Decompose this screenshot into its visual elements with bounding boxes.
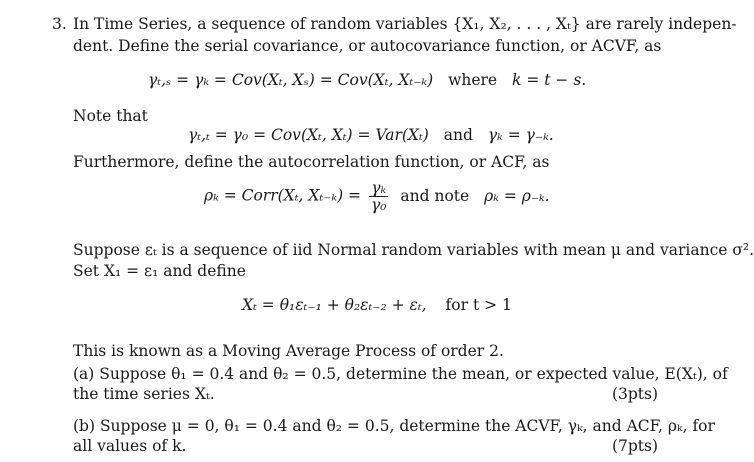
acvf-symmetry: γₖ = γ₋ₖ. bbox=[487, 126, 554, 144]
intro-line-2: dent. Define the serial covariance, or autocovariance function, or ACVF, as bbox=[73, 37, 662, 55]
ma-description: This is known as a Moving Average Process of order 2. bbox=[73, 342, 504, 360]
acvf-where: where bbox=[448, 71, 498, 89]
part-b-line-2-row bbox=[73, 436, 658, 456]
part-a-points: (3pts) bbox=[611, 385, 658, 403]
acvf-formula: γₜ,ₛ = γₖ = Cov(Xₜ, Xₛ) = Cov(Xₜ, Xₜ₋ₖ) bbox=[148, 71, 434, 89]
ma-equation bbox=[242, 294, 512, 316]
acf-formula: ρₖ = Corr(Xₜ, Xₜ₋ₖ) = bbox=[204, 186, 362, 205]
part-b-line-1: (b) Suppose μ = 0, θ₁ = 0.4 and θ₂ = 0.5, determine the ACVF, γₖ, and ACF, ρₖ, for bbox=[73, 417, 715, 435]
acf-denominator: γ₀ bbox=[370, 196, 387, 214]
variance-formula: γₜ,ₜ = γ₀ = Cov(Xₜ, Xₜ) = Var(Xₜ) bbox=[188, 126, 429, 144]
suppose-line-1: Suppose εₜ is a sequence of iid Normal random variables with mean μ and variance σ². bbox=[73, 241, 754, 259]
acvf-equation bbox=[148, 69, 586, 91]
variance-and: and bbox=[443, 126, 473, 144]
part-a-line-2-row bbox=[73, 384, 658, 404]
acf-numerator: γₖ bbox=[371, 179, 387, 197]
suppose-line-2: Set X₁ = ε₁ and define bbox=[73, 262, 246, 280]
acf-equation bbox=[204, 180, 550, 213]
problem-number: 3. bbox=[52, 15, 67, 33]
acf-note: and note bbox=[400, 186, 470, 205]
ma-formula: Xₜ = θ₁εₜ₋₁ + θ₂εₜ₋₂ + εₜ, bbox=[242, 296, 427, 314]
intro-line-1: In Time Series, a sequence of random variables {X₁, X₂, . . . , Xₜ} are rarely indepen- bbox=[73, 15, 737, 33]
part-b-points: (7pts) bbox=[611, 437, 658, 455]
acf-symmetry: ρₖ = ρ₋ₖ. bbox=[484, 186, 550, 205]
furthermore-text: Furthermore, define the autocorrelation function, or ACF, as bbox=[73, 153, 550, 171]
ma-condition: for t > 1 bbox=[445, 296, 512, 314]
acvf-k-definition: k = t − s. bbox=[512, 71, 587, 89]
acf-fraction bbox=[369, 180, 388, 213]
part-a-line-1: (a) Suppose θ₁ = 0.4 and θ₂ = 0.5, determine the mean, or expected value, E(Xₜ), of bbox=[73, 365, 728, 383]
part-b-line-2: all values of k. bbox=[73, 437, 187, 455]
variance-equation bbox=[188, 124, 554, 146]
note-that-text: Note that bbox=[73, 107, 148, 125]
part-a-line-2: the time series Xₜ. bbox=[73, 385, 215, 403]
